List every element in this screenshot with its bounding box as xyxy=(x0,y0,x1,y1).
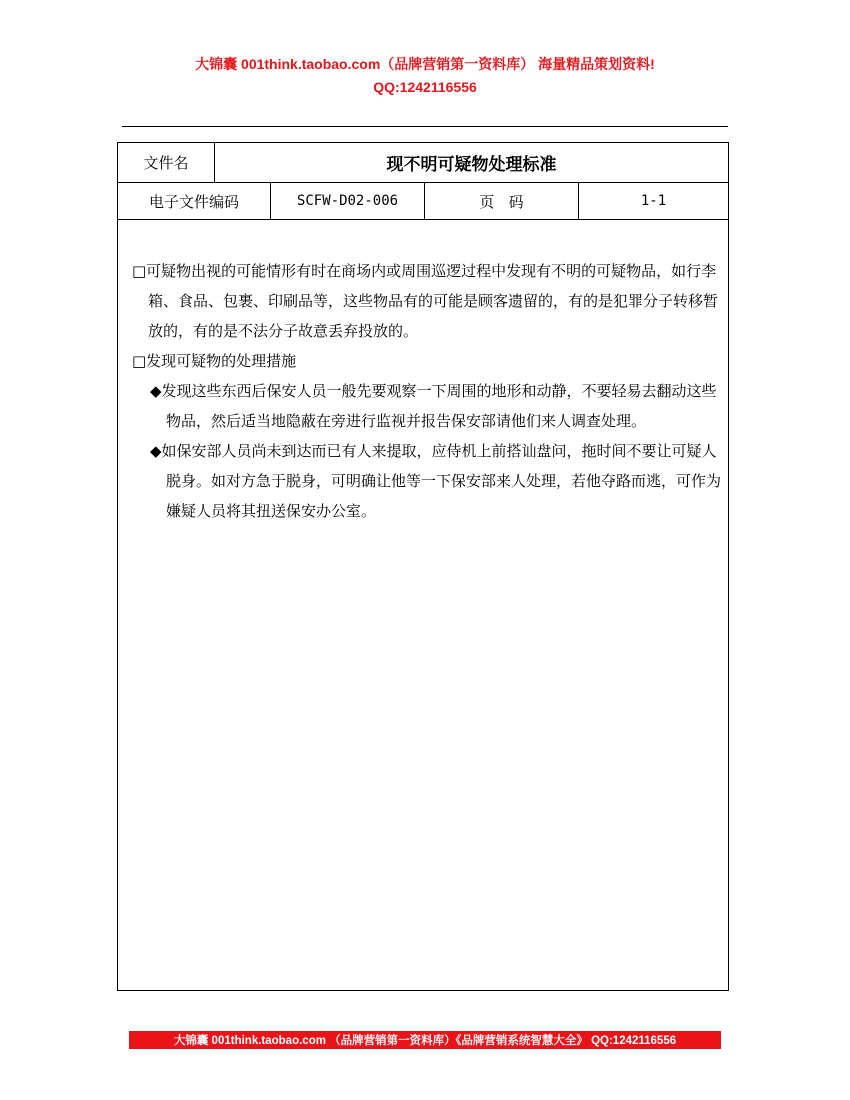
page-label: 页 码 xyxy=(425,183,579,219)
paragraph-handling-measures: □发现可疑物的处理措施 xyxy=(132,352,297,370)
document-body xyxy=(132,256,727,526)
header-qq-text: QQ:1242116556 xyxy=(373,79,477,95)
document-title: 现不明可疑物处理标准 xyxy=(386,155,557,175)
table-row-meta xyxy=(118,183,728,220)
code-label: 电子文件编码 xyxy=(118,183,271,219)
document-frame xyxy=(117,142,729,991)
list-item-question: ◆如保安部人员尚未到达而已有人来提取，应侍机上前搭讪盘问，拖时间不要让可疑人脱身。如对方急于脱身，可明确让他等一下保安部来人处理，若他夺路而逃，可作为嫌疑人员将其扭送保安办公室。 xyxy=(150,442,722,520)
header-banner-text: 大锦囊 001think.taobao.com（品牌营销第一资料库） 海量精品策划资料! xyxy=(195,56,655,72)
paragraph-suspicious-situations: □可疑物出视的可能情形有时在商场内或周围巡逻过程中发现有不明的可疑物品，如行李箱、食品、包裹、印刷品等，这些物品有的可能是顾客遗留的，有的是犯罪分子转移暂放的，有的是不法分子故意丢弃投放的。 xyxy=(132,262,719,340)
list-item-observe: ◆发现这些东西后保安人员一般先要观察一下周围的地形和动静，不要轻易去翻动这些物品，然后适当地隐蔽在旁进行监视并报告保安部请他们来人调查处理。 xyxy=(150,382,717,430)
footer-banner: 大锦囊 001think.taobao.com （品牌营销第一资料库）《品牌营销系统智慧大全》 QQ:1242116556 xyxy=(129,1031,721,1049)
file-name-label: 文件名 xyxy=(118,143,215,182)
code-value: SCFW-D02-006 xyxy=(271,183,425,219)
page-value: 1-1 xyxy=(640,193,667,209)
header-divider xyxy=(122,126,728,127)
table-row-title xyxy=(118,143,728,183)
